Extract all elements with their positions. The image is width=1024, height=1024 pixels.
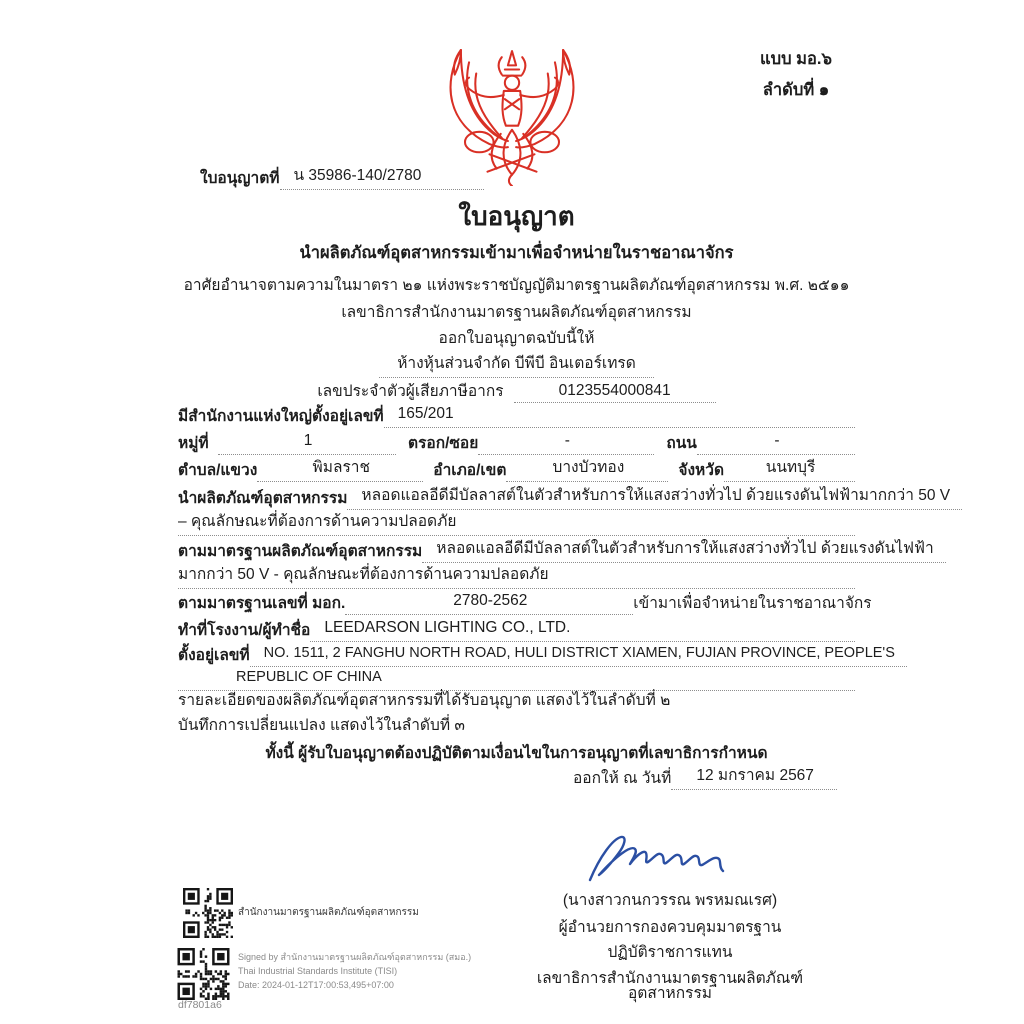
product-label: นำผลิตภัณฑ์อุตสาหกรรม xyxy=(178,490,348,507)
manufacturer-address-row-1 xyxy=(178,644,895,667)
standard-number-value: 2780-2562 xyxy=(345,591,633,615)
signed-by-line: Signed by สำนักงานมาตรฐานผลิตภัณฑ์อุตสาหกรรม (สมอ.) xyxy=(238,952,472,962)
details-note: รายละเอียดของผลิตภัณฑ์อุตสาหกรรมที่ได้รับอนุญาต แสดงไว้ในลำดับที่ ๒ xyxy=(178,692,671,709)
issue-date-label: ออกให้ ณ วันที่ xyxy=(573,770,672,787)
manufacturer-row xyxy=(178,618,855,642)
signature-icon xyxy=(586,828,736,888)
standard-number-row xyxy=(178,591,872,615)
manufacturer-address-line2: REPUBLIC OF CHINA xyxy=(236,669,382,685)
signatory-block xyxy=(500,893,840,1002)
changes-note: บันทึกการเปลี่ยนแปลง แสดงไว้ในลำดับที่ ๓ xyxy=(178,717,465,734)
license-number-label: ใบอนุญาตที่ xyxy=(200,170,280,187)
signed-date-line: Date: 2024-01-12T17:00:53,495+07:00 xyxy=(238,979,394,990)
import-purpose: เข้ามาเพื่อจำหน่ายในราชอาณาจักร xyxy=(633,595,872,612)
authority-line: เลขาธิการสำนักงานมาตรฐานผลิตภัณฑ์อุตสาหกรรม xyxy=(341,304,692,321)
product-row-1 xyxy=(178,486,951,510)
qr1-label: สำนักงานมาตรฐานผลิตภัณฑ์อุตสาหกรรม xyxy=(238,907,419,918)
product-line2: – คุณลักษณะที่ต้องการด้านความปลอดภัย xyxy=(178,513,457,530)
qr-code-signature xyxy=(176,948,231,1000)
license-number-row xyxy=(200,166,484,190)
condition-note: ทั้งนี้ ผู้รับใบอนุญาตต้องปฏิบัติตามเงื่อนไขในการอนุญาตที่เลขาธิการกำหนด xyxy=(265,745,768,762)
standard-label: ตามมาตรฐานผลิตภัณฑ์อุตสาหกรรม xyxy=(178,543,423,560)
signatory-name: (นางสาวกนกวรรณ พรหมณเรศ) xyxy=(562,892,778,909)
standard-number-label: ตามมาตรฐานเลขที่ มอก. xyxy=(178,595,346,612)
road-label: ถนน xyxy=(666,435,697,452)
road-value: - xyxy=(697,431,855,455)
province-label: จังหวัด xyxy=(678,462,725,479)
manufacturer-address-label: ตั้งอยู่เลขที่ xyxy=(178,646,250,664)
manufacturer-label: ทำที่โรงงาน/ผู้ทำชื่อ xyxy=(178,622,311,639)
issue-date-value: 12 มกราคม 2567 xyxy=(671,766,837,790)
tax-id-row xyxy=(178,378,855,403)
moo-label: หมู่ที่ xyxy=(178,435,209,452)
province-value: นนทบุรี xyxy=(724,458,855,482)
manufacturer-address-line1: NO. 1511, 2 FANGHU NORTH ROAD, HULI DISTRICT XIAMEN, FUJIAN PROVINCE, PEOPLE'S xyxy=(250,644,907,667)
sequence-number: ลำดับที่ ๑ xyxy=(762,80,830,99)
signature-metadata xyxy=(238,951,471,993)
subdistrict-district-province-row xyxy=(178,458,855,482)
tax-id-value: 0123554000841 xyxy=(514,382,716,403)
soi-value: - xyxy=(478,431,654,455)
company-line xyxy=(178,350,855,378)
issue-date-row xyxy=(573,766,837,790)
form-code: แบบ มอ.๖ xyxy=(759,50,832,68)
signatory-position-2: ปฏิบัติราชการแทน xyxy=(607,944,733,961)
standard-row-1 xyxy=(178,539,934,563)
document-title: ใบอนุญาต xyxy=(458,201,575,231)
signatory-position-3: เลขาธิการสำนักงานมาตรฐานผลิตภัณฑ์อุตสาหกรรม xyxy=(536,969,804,1002)
district-label: อำเภอ/เขต xyxy=(433,462,507,479)
standard-row-2 xyxy=(178,565,855,589)
soi-label: ตรอก/ซอย xyxy=(408,435,479,452)
document-subtitle: นำผลิตภัณฑ์อุตสาหกรรมเข้ามาเพื่อจำหน่ายในราชอาณาจักร xyxy=(299,244,734,262)
manufacturer-name: LEEDARSON LIGHTING CO., LTD. xyxy=(310,618,855,642)
subdistrict-label: ตำบล/แขวง xyxy=(178,462,258,479)
legal-basis-line: อาศัยอำนาจตามความในมาตรา ๒๑ แห่งพระราชบัญญัติมาตรฐานผลิตภัณฑ์อุตสาหกรรม พ.ศ. ๒๕๑๑ xyxy=(183,277,850,294)
tax-id-label: เลขประจำตัวผู้เสียภาษีอากร xyxy=(317,383,504,400)
moo-soi-road-row xyxy=(178,431,855,455)
form-code-block xyxy=(748,44,844,105)
document-id: df7801a6 xyxy=(178,999,222,1011)
qr-code-tisi xyxy=(180,888,236,938)
district-value: บางบัวทอง xyxy=(506,458,668,482)
product-line1: หลอดแอลอีดีมีบัลลาสต์ในตัวสำหรับการให้แสงสว่างทั่วไป ด้วยแรงดันไฟฟ้ามากกว่า 50 V xyxy=(347,486,962,510)
head-office-label: มีสำนักงานแห่งใหญ่ตั้งอยู่เลขที่ xyxy=(178,408,384,425)
standard-line1: หลอดแอลอีดีมีบัลลาสต์ในตัวสำหรับการให้แสงสว่างทั่วไป ด้วยแรงดันไฟฟ้า xyxy=(422,539,945,563)
subdistrict-value: พิมลราช xyxy=(257,458,423,482)
company-name: ห้างหุ้นส่วนจำกัด บีพีบี อินเตอร์เทรด xyxy=(379,350,654,378)
head-office-row xyxy=(178,404,855,428)
moo-value: 1 xyxy=(218,431,396,455)
license-number-value: น 35986-140/2780 xyxy=(280,166,484,190)
standard-line2: มากกว่า 50 V - คุณลักษณะที่ต้องการด้านความปลอดภัย xyxy=(178,566,549,583)
institute-line: Thai Industrial Standards Institute (TISI) xyxy=(238,965,398,976)
signatory-position-1: ผู้อำนวยการกองควบคุมมาตรฐาน xyxy=(558,918,782,936)
grant-line: ออกใบอนุญาตฉบับนี้ให้ xyxy=(438,330,595,347)
product-row-2 xyxy=(178,512,855,536)
manufacturer-address-row-2 xyxy=(178,668,855,691)
head-office-address-no: 165/201 xyxy=(384,404,855,428)
